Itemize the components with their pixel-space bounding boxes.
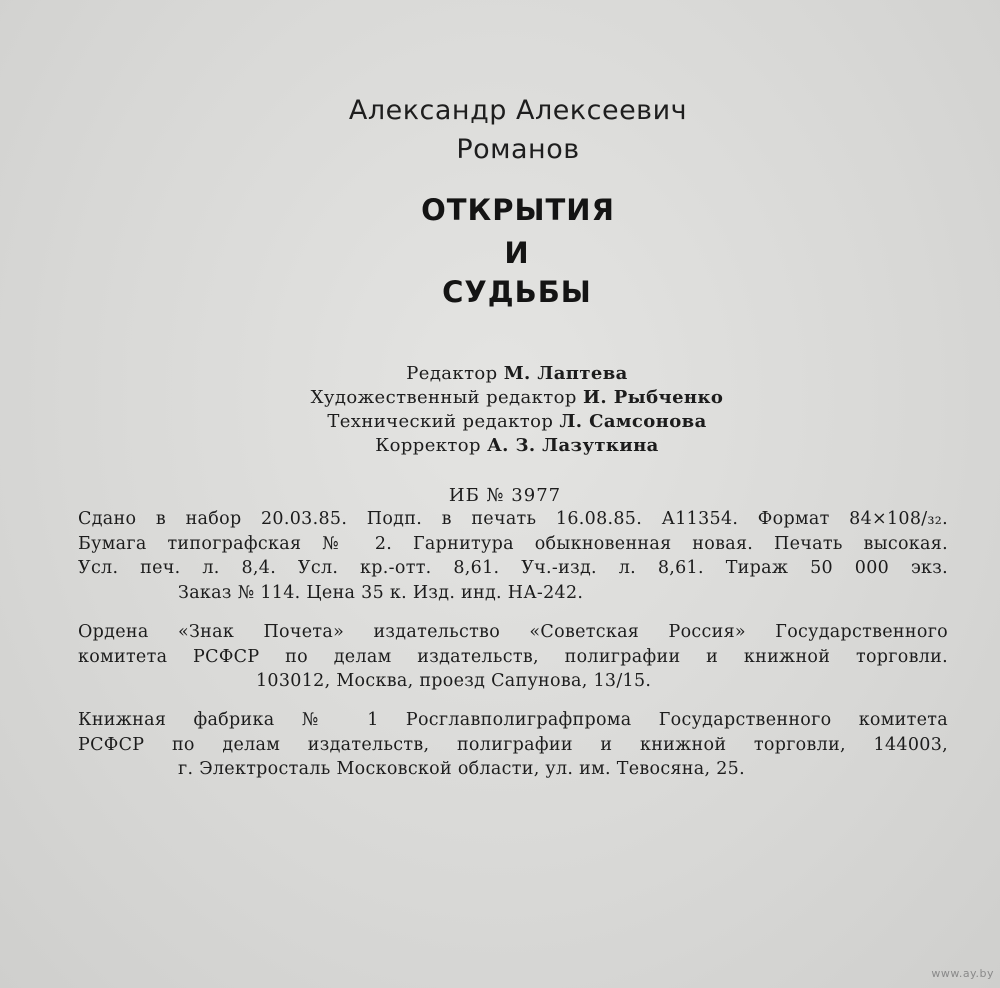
printing-details-line: Усл. печ. л. 8,4. Усл. кр.-отт. 8,61. Уч.-изд. л. 8,61. Тираж 50 000 экз.: [78, 558, 948, 578]
credit-name: И. Рыбченко: [582, 387, 724, 408]
credit-role: Художественный редактор: [310, 387, 577, 408]
credit-editor: [0, 362, 1000, 386]
publisher-info-line: Ордена «Знак Почета» издательство «Советская Россия» Государственного: [78, 622, 948, 642]
credit-proofreader: [0, 434, 1000, 458]
publisher-info-line: комитета РСФСР по делам издательств, полиграфии и книжной торговли.: [78, 646, 948, 667]
credit-role: Редактор: [406, 363, 498, 384]
credit-name: М. Лаптева: [503, 363, 628, 384]
book-title-line-2: И: [504, 236, 530, 270]
printer-info-line: Книжная фабрика № 1 Росглавполиграфпрома Государственного комитета: [78, 710, 948, 730]
credit-name: Л. Самсонова: [559, 411, 707, 432]
author-first-names: Александр Алексеевич: [348, 95, 688, 126]
printing-details-line: Бумага типографская № 2. Гарнитура обыкновенная новая. Печать высокая.: [78, 533, 948, 554]
printing-details-line: Сдано в набор 20.03.85. Подп. в печать 16.08.85. А11354. Формат 84×108/₃₂.: [78, 509, 948, 529]
credit-role: Корректор: [375, 435, 481, 456]
author-surname: Романов: [456, 134, 580, 165]
printer-info: [78, 708, 948, 782]
credit-art-editor: [0, 386, 1000, 410]
printer-info-line: РСФСР по делам издательств, полиграфии и книжной торговли, 144003,: [78, 734, 948, 755]
book-title-line-1: ОТКРЫТИЯ: [421, 193, 615, 227]
printer-info-line: г. Электросталь Московской области, ул. им. Тевосяна, 25.: [178, 759, 745, 779]
publisher-info: [78, 620, 948, 694]
credit-technical-editor: [0, 410, 1000, 434]
credit-name: А. З. Лазуткина: [487, 435, 659, 456]
publisher-info-line: 103012, Москва, проезд Сапунова, 13/15.: [256, 671, 652, 691]
credit-role: Технический редактор: [327, 411, 554, 432]
printing-details: [78, 507, 948, 605]
ib-number: ИБ № 3977: [448, 485, 562, 506]
watermark: www.ay.by: [931, 967, 994, 980]
printing-details-line: Заказ № 114. Цена 35 к. Изд. инд. НА-242.: [178, 582, 584, 603]
book-title-line-3: СУДЬБЫ: [442, 275, 592, 309]
